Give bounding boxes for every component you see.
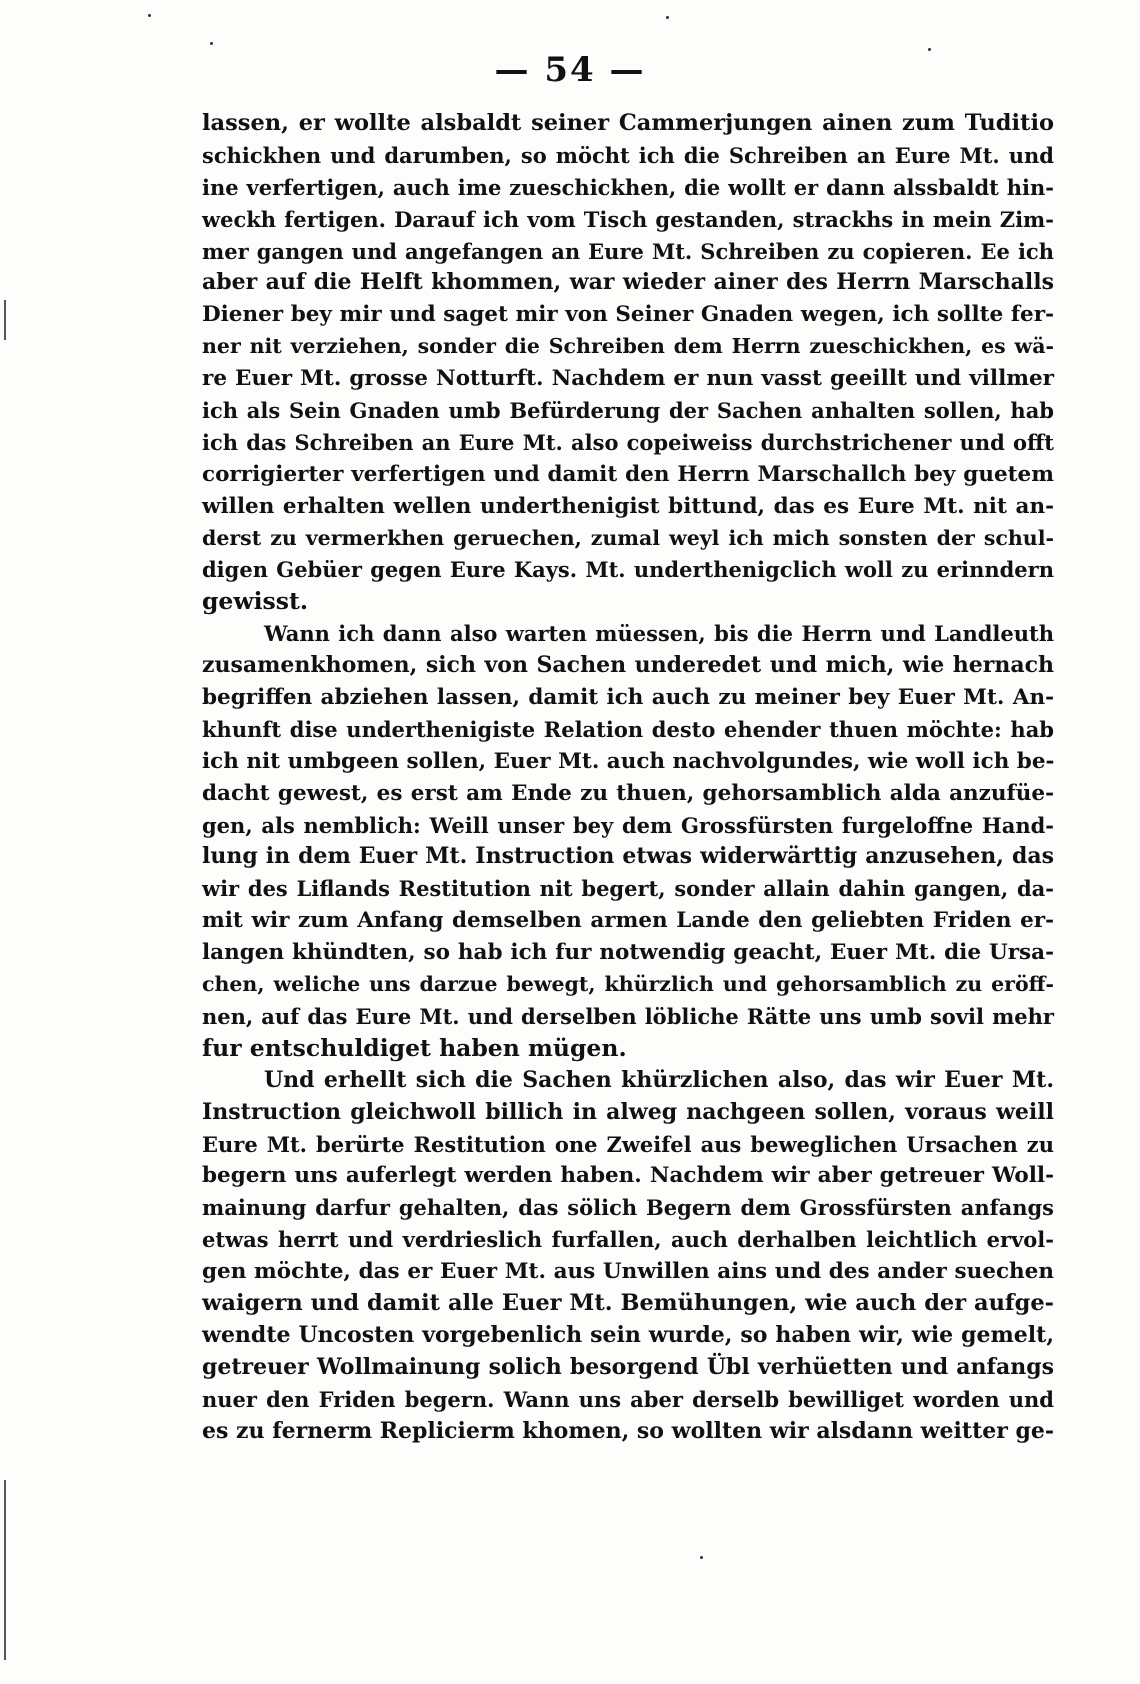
text-line: ine verfertigen, auch ime zueschickhen, die wollt er dann alssbaldt hin- (202, 174, 1054, 200)
text-line: mainung darfur gehalten, das sölich Begern dem Grossfürsten anfangs (202, 1195, 1054, 1221)
text-line: lassen, er wollte alsbaldt seiner Cammerjungen ainen zum Tuditio (202, 110, 1054, 136)
print-speck (928, 48, 931, 51)
text-line: mit wir zum Anfang demselben armen Lande den geliebten Friden er- (202, 908, 1054, 934)
text-line: chen, weliche uns darzue bewegt, khürzlich und gehorsamblich zu eröff- (202, 972, 1054, 997)
text-line: ich das Schreiben an Eure Mt. also copeiweiss durchstrichener und offt (202, 429, 1054, 455)
text-line: nen, auf das Eure Mt. und derselben löbliche Rätte uns umb sovil mehr (202, 1003, 1054, 1029)
text-line: schickhen und darumben, so möcht ich die Schreiben an Eure Mt. und (202, 142, 1054, 168)
text-line: gewisst. (202, 587, 309, 616)
print-speck (210, 42, 213, 45)
text-line: wir des Liflands Restitution nit begert, sonder allain dahin gangen, da- (202, 876, 1054, 902)
text-line: Instruction gleichwoll billich in alweg nachgeen sollen, voraus weill (202, 1098, 1054, 1125)
text-line: langen khündten, so hab ich fur notwendig geacht, Euer Mt. die Ursa- (202, 940, 1054, 966)
paragraph (202, 1065, 1054, 1448)
text-line: Eure Mt. berürte Restitution one Zweifel aus beweglichen Ursachen zu (202, 1131, 1054, 1157)
text-line: dacht gewest, es erst am Ende zu thuen, gehorsamblich alda anzufüe- (202, 780, 1054, 806)
page-edge-mark (4, 300, 6, 340)
text-line: corrigierter verfertigen und damit den Herrn Marschallch bey guetem (202, 461, 1054, 487)
text-line: gen möchte, das er Euer Mt. aus Unwillen ains und des ander suechen (202, 1259, 1054, 1285)
text-line: es zu fernerm Replicierm khomen, so wollten wir alsdann weitter ge- (202, 1417, 1054, 1444)
text-line: ner nit verziehen, sonder die Schreiben dem Herrn zueschickhen, es wä- (202, 334, 1054, 359)
text-line: re Euer Mt. grosse Notturft. Nachdem er nun vasst geeillt und villmer (202, 366, 1054, 392)
text-line: weckh fertigen. Darauf ich vom Tisch gestanden, strackhs in mein Zim- (202, 206, 1054, 232)
print-speck (666, 16, 669, 19)
paragraph (202, 618, 1054, 1064)
text-line: lung in dem Euer Mt. Instruction etwas widerwärttig anzusehen, das (202, 843, 1054, 870)
text-line: Wann ich dann also warten müessen, bis die Herrn und Landleuth (264, 621, 1054, 647)
text-line: nuer den Friden begern. Wann uns aber derselb bewilliget worden und (202, 1386, 1054, 1412)
paragraph (202, 108, 1054, 618)
text-line: fur entschuldiget haben mügen. (202, 1033, 627, 1062)
text-line: digen Gebüer gegen Eure Kays. Mt. underthenigclich woll zu erinndern (202, 557, 1054, 583)
text-line: ich nit umbgeen sollen, Euer Mt. auch nachvolgundes, wie woll ich be- (202, 748, 1055, 774)
text-line: mer gangen und angefangen an Eure Mt. Schreiben zu copieren. Ee ich (202, 238, 1054, 264)
body-text (202, 108, 1054, 1447)
print-speck (148, 14, 151, 17)
text-line: zusamenkhomen, sich von Sachen underedet und mich, wie hernach (202, 652, 1054, 679)
print-speck (700, 1556, 703, 1559)
text-line: getreuer Wollmainung solich besorgend Übl verhüetten und anfangs (202, 1353, 1054, 1380)
text-line: begriffen abziehen lassen, damit ich auch zu meiner bey Euer Mt. An- (202, 685, 1054, 711)
text-line: derst zu vermerkhen geruechen, zumal weyl ich mich sonsten der schul- (202, 525, 1054, 550)
text-line: etwas herrt und verdrieslich furfallen, auch derhalben leichtlich ervol- (202, 1227, 1054, 1253)
text-line: begern uns auferlegt werden haben. Nachdem wir aber getreuer Woll- (202, 1163, 1054, 1189)
text-line: waigern und damit alle Euer Mt. Bemühungen, wie auch der aufge- (202, 1289, 1054, 1316)
text-line: willen erhalten wellen underthenigist bittund, das es Eure Mt. nit an- (202, 493, 1054, 519)
text-line: khunft dise underthenigiste Relation desto ehender thuen möchte: hab (202, 716, 1054, 742)
text-line: wendte Uncosten vorgebenlich sein wurde, so haben wir, wie gemelt, (202, 1321, 1054, 1348)
text-line: Und erhellt sich die Sachen khürzlichen also, das wir Euer Mt. (264, 1066, 1054, 1093)
text-line: Diener bey mir und saget mir von Seiner Gnaden wegen, ich sollte fer- (202, 302, 1054, 328)
page-edge-mark (4, 1480, 6, 1660)
text-line: aber auf die Helft khommen, war wieder ainer des Herrn Marschalls (202, 269, 1054, 296)
text-line: gen, als nemblich: Weill unser bey dem Grossfürsten furgeloffne Hand- (202, 812, 1054, 838)
page-number: — 54 — (494, 50, 646, 90)
text-line: ich als Sein Gnaden umb Befürderung der Sachen anhalten sollen, hab (202, 398, 1054, 424)
